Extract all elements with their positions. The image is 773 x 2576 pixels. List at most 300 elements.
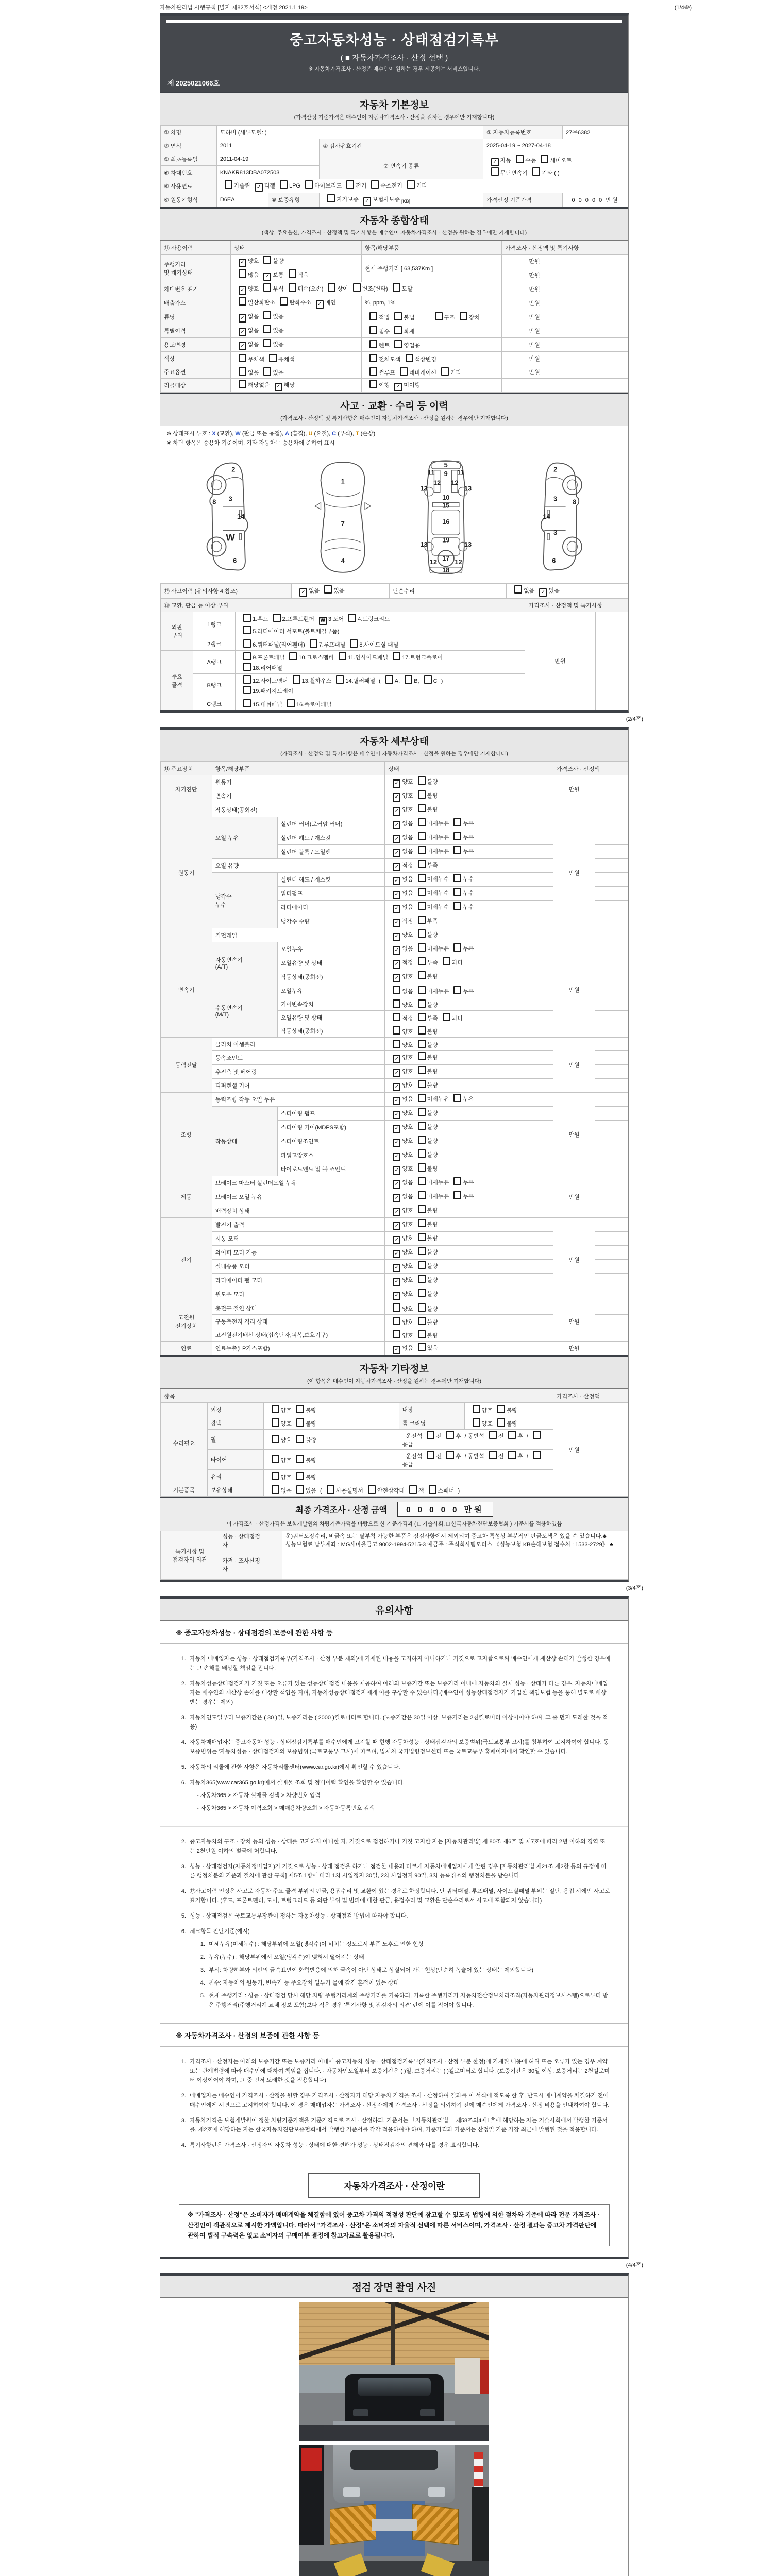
checkbox-불량[interactable] <box>418 1066 426 1074</box>
checkbox-자동[interactable]: ✓ <box>491 158 499 166</box>
table-row <box>161 139 628 152</box>
checkbox-불량[interactable] <box>418 1080 426 1088</box>
status-cell <box>385 942 553 956</box>
label-cell: 1랭크 <box>193 612 236 637</box>
accident-summary-table <box>160 584 628 598</box>
price-cell: 만원 <box>502 324 567 338</box>
label-cell: 조향 <box>161 1093 212 1176</box>
checkbox-응급[interactable] <box>533 1431 541 1439</box>
empty-cell <box>595 1204 628 1218</box>
checkbox-없음[interactable]: ✓ <box>393 891 400 899</box>
checkbox-양호[interactable] <box>272 1405 279 1413</box>
checkbox-7.루프패널[interactable] <box>310 639 317 648</box>
checkbox-적정[interactable]: ✓ <box>393 863 400 871</box>
page-3 <box>160 1596 629 2259</box>
checkbox-불량[interactable] <box>418 1205 426 1213</box>
checkbox-양호[interactable] <box>473 1405 480 1413</box>
checkbox-불량[interactable] <box>296 1435 304 1443</box>
checkbox-불량[interactable] <box>418 1261 426 1269</box>
checkbox-양호[interactable]: ✓ <box>393 807 400 816</box>
checkbox-양호[interactable] <box>393 1040 400 1048</box>
label-cell: 고전원전기배선 상태(접속단자,피복,보호기구) <box>212 1328 385 1342</box>
checkbox-양호[interactable]: ✓ <box>393 1264 400 1272</box>
checkbox-불량[interactable] <box>418 1108 426 1116</box>
checkbox-양호[interactable]: ✓ <box>239 259 246 267</box>
section-notice <box>160 1599 628 1621</box>
checkbox-2.프론트휀더[interactable] <box>273 614 281 622</box>
checkbox-누유[interactable] <box>453 846 461 854</box>
checkbox-유채색[interactable] <box>269 354 277 362</box>
checkbox-불량[interactable] <box>296 1405 304 1413</box>
checkbox-누유[interactable] <box>453 943 461 952</box>
notice-item-number: 2. <box>181 1681 186 1687</box>
checkbox-응급[interactable] <box>533 1451 541 1459</box>
checkbox-없음[interactable]: ✓ <box>299 588 307 597</box>
checkbox-미세누수[interactable] <box>418 888 426 896</box>
checkbox-label: B, <box>414 678 419 684</box>
checkbox-적정[interactable]: ✓ <box>393 919 400 927</box>
status-cell <box>385 803 553 817</box>
checkbox-부족[interactable] <box>418 957 426 965</box>
checkbox-불량[interactable] <box>418 1040 426 1048</box>
notice-item <box>178 1927 611 2010</box>
checkbox-전[interactable] <box>489 1431 497 1439</box>
checkbox-10.크로스멤버[interactable] <box>289 652 297 660</box>
checkbox-불량[interactable] <box>418 1317 426 1325</box>
checkbox-무채색[interactable] <box>239 354 246 362</box>
checkbox-label: 없음 <box>402 1096 413 1103</box>
checkbox-양호[interactable] <box>473 1418 480 1427</box>
checkbox-부족[interactable] <box>418 860 426 868</box>
checkbox-양호[interactable]: ✓ <box>239 286 246 295</box>
checkbox-양호[interactable]: ✓ <box>393 1055 400 1063</box>
checkbox-B,[interactable] <box>405 675 412 684</box>
car-top-diagram <box>306 459 380 576</box>
checkbox-안전삼각대[interactable] <box>368 1485 376 1494</box>
checkbox-양호[interactable]: ✓ <box>393 779 400 788</box>
checkbox-화재[interactable] <box>394 326 402 334</box>
checkbox-이행[interactable] <box>369 380 377 388</box>
empty-cell <box>595 1218 628 1232</box>
checkbox-세미오토[interactable] <box>541 155 548 163</box>
status-cell <box>385 1038 553 1051</box>
checkbox-미세누유[interactable] <box>418 1177 426 1185</box>
checkbox-있음[interactable] <box>296 1485 304 1494</box>
checkbox-없음[interactable]: ✓ <box>393 849 400 857</box>
checkbox-C[interactable] <box>424 675 432 684</box>
checkbox-label: LPG <box>289 183 300 189</box>
checkbox-적정[interactable]: ✓ <box>393 960 400 969</box>
table-row <box>161 338 628 352</box>
checkbox-불량[interactable] <box>296 1455 304 1463</box>
checkbox-누유[interactable] <box>453 1191 461 1199</box>
checkbox-양호[interactable] <box>272 1472 279 1480</box>
checkbox-적법[interactable] <box>369 312 377 320</box>
checkbox-전기[interactable] <box>346 180 354 189</box>
checkbox-불량[interactable] <box>418 790 426 799</box>
checkbox-불량[interactable] <box>418 1275 426 1283</box>
checkbox-3.도어[interactable]: W <box>319 617 327 625</box>
car-bottom-diagram <box>409 459 483 576</box>
checkbox-label: 없음 <box>402 904 413 910</box>
checkbox-있음[interactable] <box>324 585 332 594</box>
label-cell: 연료 <box>161 1342 212 1355</box>
label-cell: 등속죠인트 <box>212 1051 385 1065</box>
checkbox-전[interactable] <box>489 1451 497 1459</box>
checkbox-매연[interactable]: ✓ <box>316 300 324 309</box>
checkbox-불량[interactable] <box>418 1330 426 1338</box>
checkbox-label: 있음 <box>427 1345 438 1351</box>
checkbox-불량[interactable] <box>497 1418 505 1427</box>
checkbox-침수[interactable] <box>369 326 377 334</box>
checkbox-양호[interactable]: ✓ <box>393 1139 400 1147</box>
checkbox-양호[interactable]: ✓ <box>393 1278 400 1286</box>
label-cell: 차대번호 표기 <box>161 282 231 296</box>
checkbox-가솔린[interactable] <box>225 180 232 189</box>
checkbox-6.쿼터패널(리어휀더)[interactable] <box>243 639 251 648</box>
checkbox-불법[interactable] <box>394 312 402 320</box>
checkbox-도말[interactable] <box>393 283 400 292</box>
checkbox-기타[interactable] <box>407 180 415 189</box>
checkbox-없음[interactable]: ✓ <box>239 314 246 323</box>
checkbox-15.대쉬패널[interactable] <box>243 699 251 707</box>
checkbox-양호[interactable] <box>272 1418 279 1427</box>
checkbox-양호[interactable]: ✓ <box>393 1292 400 1300</box>
checkbox-없음[interactable]: ✓ <box>393 946 400 955</box>
state-code-meaning: (요철), <box>314 431 332 437</box>
checkbox-불량[interactable] <box>418 971 426 979</box>
empty-cell <box>595 1011 628 1024</box>
checkbox-양호[interactable]: ✓ <box>393 1125 400 1133</box>
checkbox-있음[interactable] <box>263 325 271 333</box>
checkbox-없음[interactable] <box>239 367 246 376</box>
checkbox-불량[interactable] <box>418 1289 426 1297</box>
table-row <box>161 126 628 139</box>
checkbox-누유[interactable] <box>453 1094 461 1102</box>
checkbox-양호[interactable] <box>393 999 400 1008</box>
checkbox-양호[interactable]: ✓ <box>393 1166 400 1175</box>
checkbox-불량[interactable] <box>418 1219 426 1227</box>
checkbox-디젤[interactable]: ✓ <box>255 183 263 192</box>
checkbox-사용설명서[interactable] <box>327 1485 334 1494</box>
checkbox-불량[interactable] <box>418 1122 426 1130</box>
option-text: ) <box>458 1487 460 1494</box>
checkbox-불량[interactable] <box>296 1472 304 1480</box>
checkbox-없음[interactable]: ✓ <box>393 1194 400 1202</box>
checkbox-색상변경[interactable] <box>406 354 413 362</box>
checkbox-18.리어패널[interactable] <box>243 663 251 671</box>
checkbox-양호[interactable]: ✓ <box>393 1153 400 1161</box>
checkbox-8.사이드실 패널[interactable] <box>350 639 358 648</box>
checkbox-불량[interactable] <box>418 1026 426 1035</box>
empty-cell <box>595 1342 628 1355</box>
warranty-options <box>320 193 483 207</box>
checkbox-불량[interactable] <box>418 776 426 785</box>
checkbox-label: 1.후드 <box>253 616 268 622</box>
status-cell <box>385 1287 553 1301</box>
checkbox-전[interactable] <box>427 1431 434 1439</box>
checkbox-양호[interactable]: ✓ <box>393 1208 400 1216</box>
checkbox-과다[interactable] <box>443 1013 450 1021</box>
checkbox-과다[interactable] <box>443 957 450 965</box>
checkbox-1.후드[interactable] <box>243 614 251 622</box>
panel-mark-4: 4 <box>341 556 345 565</box>
checkbox-보통[interactable]: ✓ <box>263 273 271 281</box>
checkbox-13.휠하우스[interactable] <box>293 675 300 684</box>
checkbox-label: 불량 <box>427 974 438 980</box>
panel-mark-2: 2 <box>231 465 236 473</box>
field-label: ⑥ 차대번호 <box>161 166 217 179</box>
checkbox-부식[interactable] <box>263 283 271 292</box>
checkbox-자가보증[interactable] <box>327 194 335 202</box>
checkbox-label: C <box>433 678 438 684</box>
checkbox-미세누수[interactable] <box>418 874 426 882</box>
checkbox-수소전기[interactable] <box>371 180 379 189</box>
checkbox-해당없음[interactable] <box>239 380 246 388</box>
page-number-3: (3/4쪽) <box>626 1585 643 1591</box>
checkbox-9.프론트패널[interactable] <box>243 652 251 660</box>
checkbox-있음[interactable]: ✓ <box>539 588 547 597</box>
checkbox-부족[interactable] <box>418 1013 426 1021</box>
checkbox-label: 없음 <box>248 369 259 376</box>
checkbox-5.라디에이터 서포트(볼트체결부품)[interactable] <box>243 626 251 634</box>
checkbox-후[interactable] <box>508 1431 516 1439</box>
checkbox-수동[interactable] <box>516 155 524 163</box>
checkbox-없음[interactable] <box>272 1485 279 1494</box>
status-cell <box>385 956 553 970</box>
checkbox-불량[interactable] <box>418 999 426 1008</box>
table-row <box>161 942 628 956</box>
checkbox-무단변속기[interactable] <box>491 167 499 176</box>
red-sign <box>301 2448 322 2471</box>
checkbox-미세누수[interactable] <box>418 902 426 910</box>
checkbox-없음[interactable]: ✓ <box>393 1346 400 1354</box>
checkbox-미세누유[interactable] <box>418 818 426 826</box>
checkbox-누유[interactable] <box>453 832 461 840</box>
checkbox-영업용[interactable] <box>394 340 402 348</box>
notice-item <box>178 1837 611 1856</box>
section-basic-info <box>160 92 628 125</box>
checkbox-불량[interactable] <box>296 1418 304 1427</box>
status-cell <box>263 1483 553 1497</box>
checkbox-label: 13.휠하우스 <box>301 678 332 684</box>
checkbox-19.패키지트레이[interactable] <box>243 686 251 694</box>
checkbox-미세누유[interactable] <box>418 1094 426 1102</box>
checkbox-스패너[interactable] <box>429 1485 436 1494</box>
field-label: ④ 검사유효기간 <box>320 139 483 152</box>
checkbox-미이행[interactable]: ✓ <box>394 383 402 391</box>
option-text: 운전석 <box>406 1433 423 1439</box>
checkbox-있음[interactable] <box>263 311 271 319</box>
checkbox-양호[interactable]: ✓ <box>393 933 400 941</box>
empty-cell <box>595 1038 628 1051</box>
wheel-ramp-right <box>412 2504 459 2545</box>
notice-item <box>178 1862 611 1880</box>
status-cell <box>385 845 553 859</box>
checkbox-불량[interactable] <box>418 1052 426 1060</box>
checkbox-누유[interactable] <box>453 986 461 994</box>
checkbox-상이[interactable] <box>328 283 335 292</box>
checkbox-label: 양호 <box>402 1319 413 1326</box>
checkbox-누수[interactable] <box>453 888 461 896</box>
checkbox-썬루프[interactable] <box>369 367 377 376</box>
checkbox-없음[interactable] <box>514 585 522 594</box>
checkbox-후[interactable] <box>446 1451 454 1459</box>
checkbox-변조(변타)[interactable] <box>353 283 361 292</box>
status-cell <box>464 1403 553 1416</box>
checkbox-없음[interactable]: ✓ <box>393 905 400 913</box>
label-cell: 실린더 헤드 / 개스킷 <box>277 831 385 845</box>
checkbox-미세누유[interactable] <box>418 1191 426 1199</box>
checkbox-양호[interactable]: ✓ <box>393 974 400 982</box>
checkbox-11.인사이드패널[interactable] <box>339 652 346 660</box>
checkbox-불량[interactable] <box>418 929 426 938</box>
checkbox-없음[interactable] <box>393 986 400 994</box>
checkbox-전체도색[interactable] <box>369 354 377 362</box>
checkbox-없음[interactable]: ✓ <box>239 328 246 336</box>
checkbox-label: 양호 <box>402 974 413 980</box>
label-cell: 오일유량 및 상태 <box>277 956 385 970</box>
checkbox-label: 양호 <box>280 1437 292 1444</box>
checkbox-양호[interactable]: ✓ <box>393 793 400 802</box>
checkbox-있음[interactable] <box>263 367 271 376</box>
checkbox-적정[interactable] <box>393 1013 400 1021</box>
checkbox-label: 양호 <box>402 932 413 938</box>
checkbox-부족[interactable] <box>418 916 426 924</box>
checkbox-불량[interactable] <box>418 1149 426 1158</box>
empty-cell <box>595 901 628 914</box>
checkbox-양호[interactable]: ✓ <box>393 1222 400 1230</box>
checkbox-탄화수소[interactable] <box>280 297 288 306</box>
checkbox-잭[interactable] <box>409 1485 417 1494</box>
checkbox-양호[interactable]: ✓ <box>393 1083 400 1091</box>
checkbox-label: 없음 <box>280 1487 292 1494</box>
checkbox-불량[interactable] <box>418 1163 426 1172</box>
checkbox-없음[interactable]: ✓ <box>393 835 400 843</box>
checkbox-label: 없음 <box>524 588 535 594</box>
checkbox-있음[interactable] <box>418 1343 426 1351</box>
checkbox-미세누유[interactable] <box>418 846 426 854</box>
checkbox-누수[interactable] <box>453 874 461 882</box>
checkbox-14.필러패널[interactable] <box>336 675 344 684</box>
label-cell: 오일유량 및 상태 <box>277 1011 385 1024</box>
checkbox-불량[interactable] <box>418 1136 426 1144</box>
inspector-opinion-table <box>160 1531 628 1580</box>
checkbox-양호[interactable]: ✓ <box>393 1069 400 1077</box>
checkbox-기타[interactable] <box>441 367 449 376</box>
checkbox-양호[interactable] <box>272 1455 279 1463</box>
engine-type-value: D6EA <box>216 193 268 207</box>
checkbox-적음[interactable] <box>289 269 296 278</box>
checkbox-없음[interactable]: ✓ <box>393 1180 400 1189</box>
checkbox-하이브리드[interactable] <box>305 180 313 189</box>
checkbox-불량[interactable] <box>418 1303 426 1312</box>
checkbox-전[interactable] <box>427 1451 434 1459</box>
checkbox-양호[interactable]: ✓ <box>393 1236 400 1244</box>
checkbox-미세누유[interactable] <box>418 943 426 952</box>
section-title: 자동차 종합상태 <box>360 215 429 226</box>
checkbox-label: 누수 <box>463 890 474 896</box>
checkbox-렌트[interactable] <box>369 340 377 348</box>
checkbox-양호[interactable]: ✓ <box>393 1250 400 1258</box>
checkbox-불량[interactable] <box>418 1247 426 1255</box>
notice-item-number: 5. <box>181 1764 186 1770</box>
checkbox-일산화탄소[interactable] <box>239 297 246 306</box>
status-cell <box>385 1274 553 1287</box>
checkbox-불량[interactable] <box>497 1405 505 1413</box>
checkbox-불량[interactable] <box>418 1233 426 1241</box>
checkbox-훼손(오손)[interactable] <box>289 283 296 292</box>
checkbox-17.트렁크플로어[interactable] <box>393 652 400 660</box>
checkbox-후[interactable] <box>446 1431 454 1439</box>
checkbox-label: 미세누수 <box>427 890 449 896</box>
checkbox-없음[interactable]: ✓ <box>239 342 246 350</box>
checkbox-A,[interactable] <box>385 675 393 684</box>
notice-item <box>178 2116 611 2134</box>
checkbox-미세누유[interactable] <box>418 986 426 994</box>
checkbox-양호[interactable] <box>393 1026 400 1035</box>
checkbox-없음[interactable]: ✓ <box>393 821 400 829</box>
document-number: 제 2025021066호 <box>167 79 220 87</box>
checkbox-누유[interactable] <box>453 818 461 826</box>
checkbox-label: 누유 <box>463 988 474 995</box>
checkbox-label: 불량 <box>427 1332 438 1339</box>
checkbox-누유[interactable] <box>453 1177 461 1185</box>
checkbox-양호[interactable] <box>393 1303 400 1312</box>
checkbox-해당[interactable]: ✓ <box>275 383 282 391</box>
checkbox-4.트렁크리드[interactable] <box>348 614 356 622</box>
notice-sub-item-text: 누유(누수) : 해당부위에서 오일(냉각수)이 맺혀서 떨어지는 상태 <box>209 1954 364 1960</box>
checkbox-label: 불량 <box>305 1407 317 1414</box>
checkbox-보험사보증[interactable]: ✓ <box>363 197 371 206</box>
empty-cell <box>595 1287 628 1301</box>
checkbox-label: 미세누유 <box>427 821 449 827</box>
panel-mark-3: 3 <box>553 495 557 503</box>
checkbox-후[interactable] <box>508 1451 516 1459</box>
checkbox-없음[interactable]: ✓ <box>393 1097 400 1105</box>
checkbox-양호[interactable] <box>393 1330 400 1338</box>
checkbox-label: 없음 <box>402 1180 413 1186</box>
checkbox-구조[interactable] <box>435 312 443 320</box>
panel-mark-3: 3 <box>228 495 232 503</box>
label-cell: 작동상태(공회전) <box>277 1024 385 1038</box>
checkbox-많음[interactable] <box>239 269 246 278</box>
checkbox-label: 불량 <box>427 1319 438 1326</box>
label-cell: 워터펌프 <box>277 887 385 901</box>
empty-cell <box>595 942 628 956</box>
checkbox-누수[interactable] <box>453 902 461 910</box>
checkbox-있음[interactable] <box>263 339 271 347</box>
checkbox-미세누유[interactable] <box>418 832 426 840</box>
checkbox-불량[interactable] <box>418 804 426 812</box>
checkbox-양호[interactable] <box>272 1435 279 1443</box>
notice-item-text: 매매업자는 매수인이 가격조사 · 산정을 원할 경우 가격조사 · 산정자가 해당 자동차 가격을 조사 · 산정하여 결과를 이 서식에 적도록 한 후, 반드시 매매계약을 체결하기 전에 매수인에게 서면으로 고지하여야 합니다. 이 경우 매매업자는 가격조사 · 산정자에게 가격조사 · 산정을 의뢰하기 전에 매수인에게 가격조사 · 산정 비용을 안내하여야 합니다. <box>190 2093 610 2108</box>
checkbox-12.사이드멤버[interactable] <box>243 675 251 684</box>
checkbox-양호[interactable] <box>393 1317 400 1325</box>
checkbox-없음[interactable]: ✓ <box>393 877 400 885</box>
plate-number-value: 27무6382 <box>563 126 628 139</box>
checkbox-불량[interactable] <box>263 256 271 264</box>
option-text: ( <box>320 1487 322 1494</box>
checkbox-기타 ( )[interactable] <box>532 167 540 176</box>
checkbox-양호[interactable]: ✓ <box>393 1111 400 1119</box>
checkbox-네비게이션[interactable] <box>400 367 408 376</box>
checkbox-LPG[interactable] <box>280 180 288 189</box>
checkbox-label: 후 <box>517 1433 523 1439</box>
checkbox-16.플로어패널[interactable] <box>287 699 295 707</box>
label-cell: 오일누유 <box>277 942 385 956</box>
checkbox-장치[interactable] <box>460 312 467 320</box>
